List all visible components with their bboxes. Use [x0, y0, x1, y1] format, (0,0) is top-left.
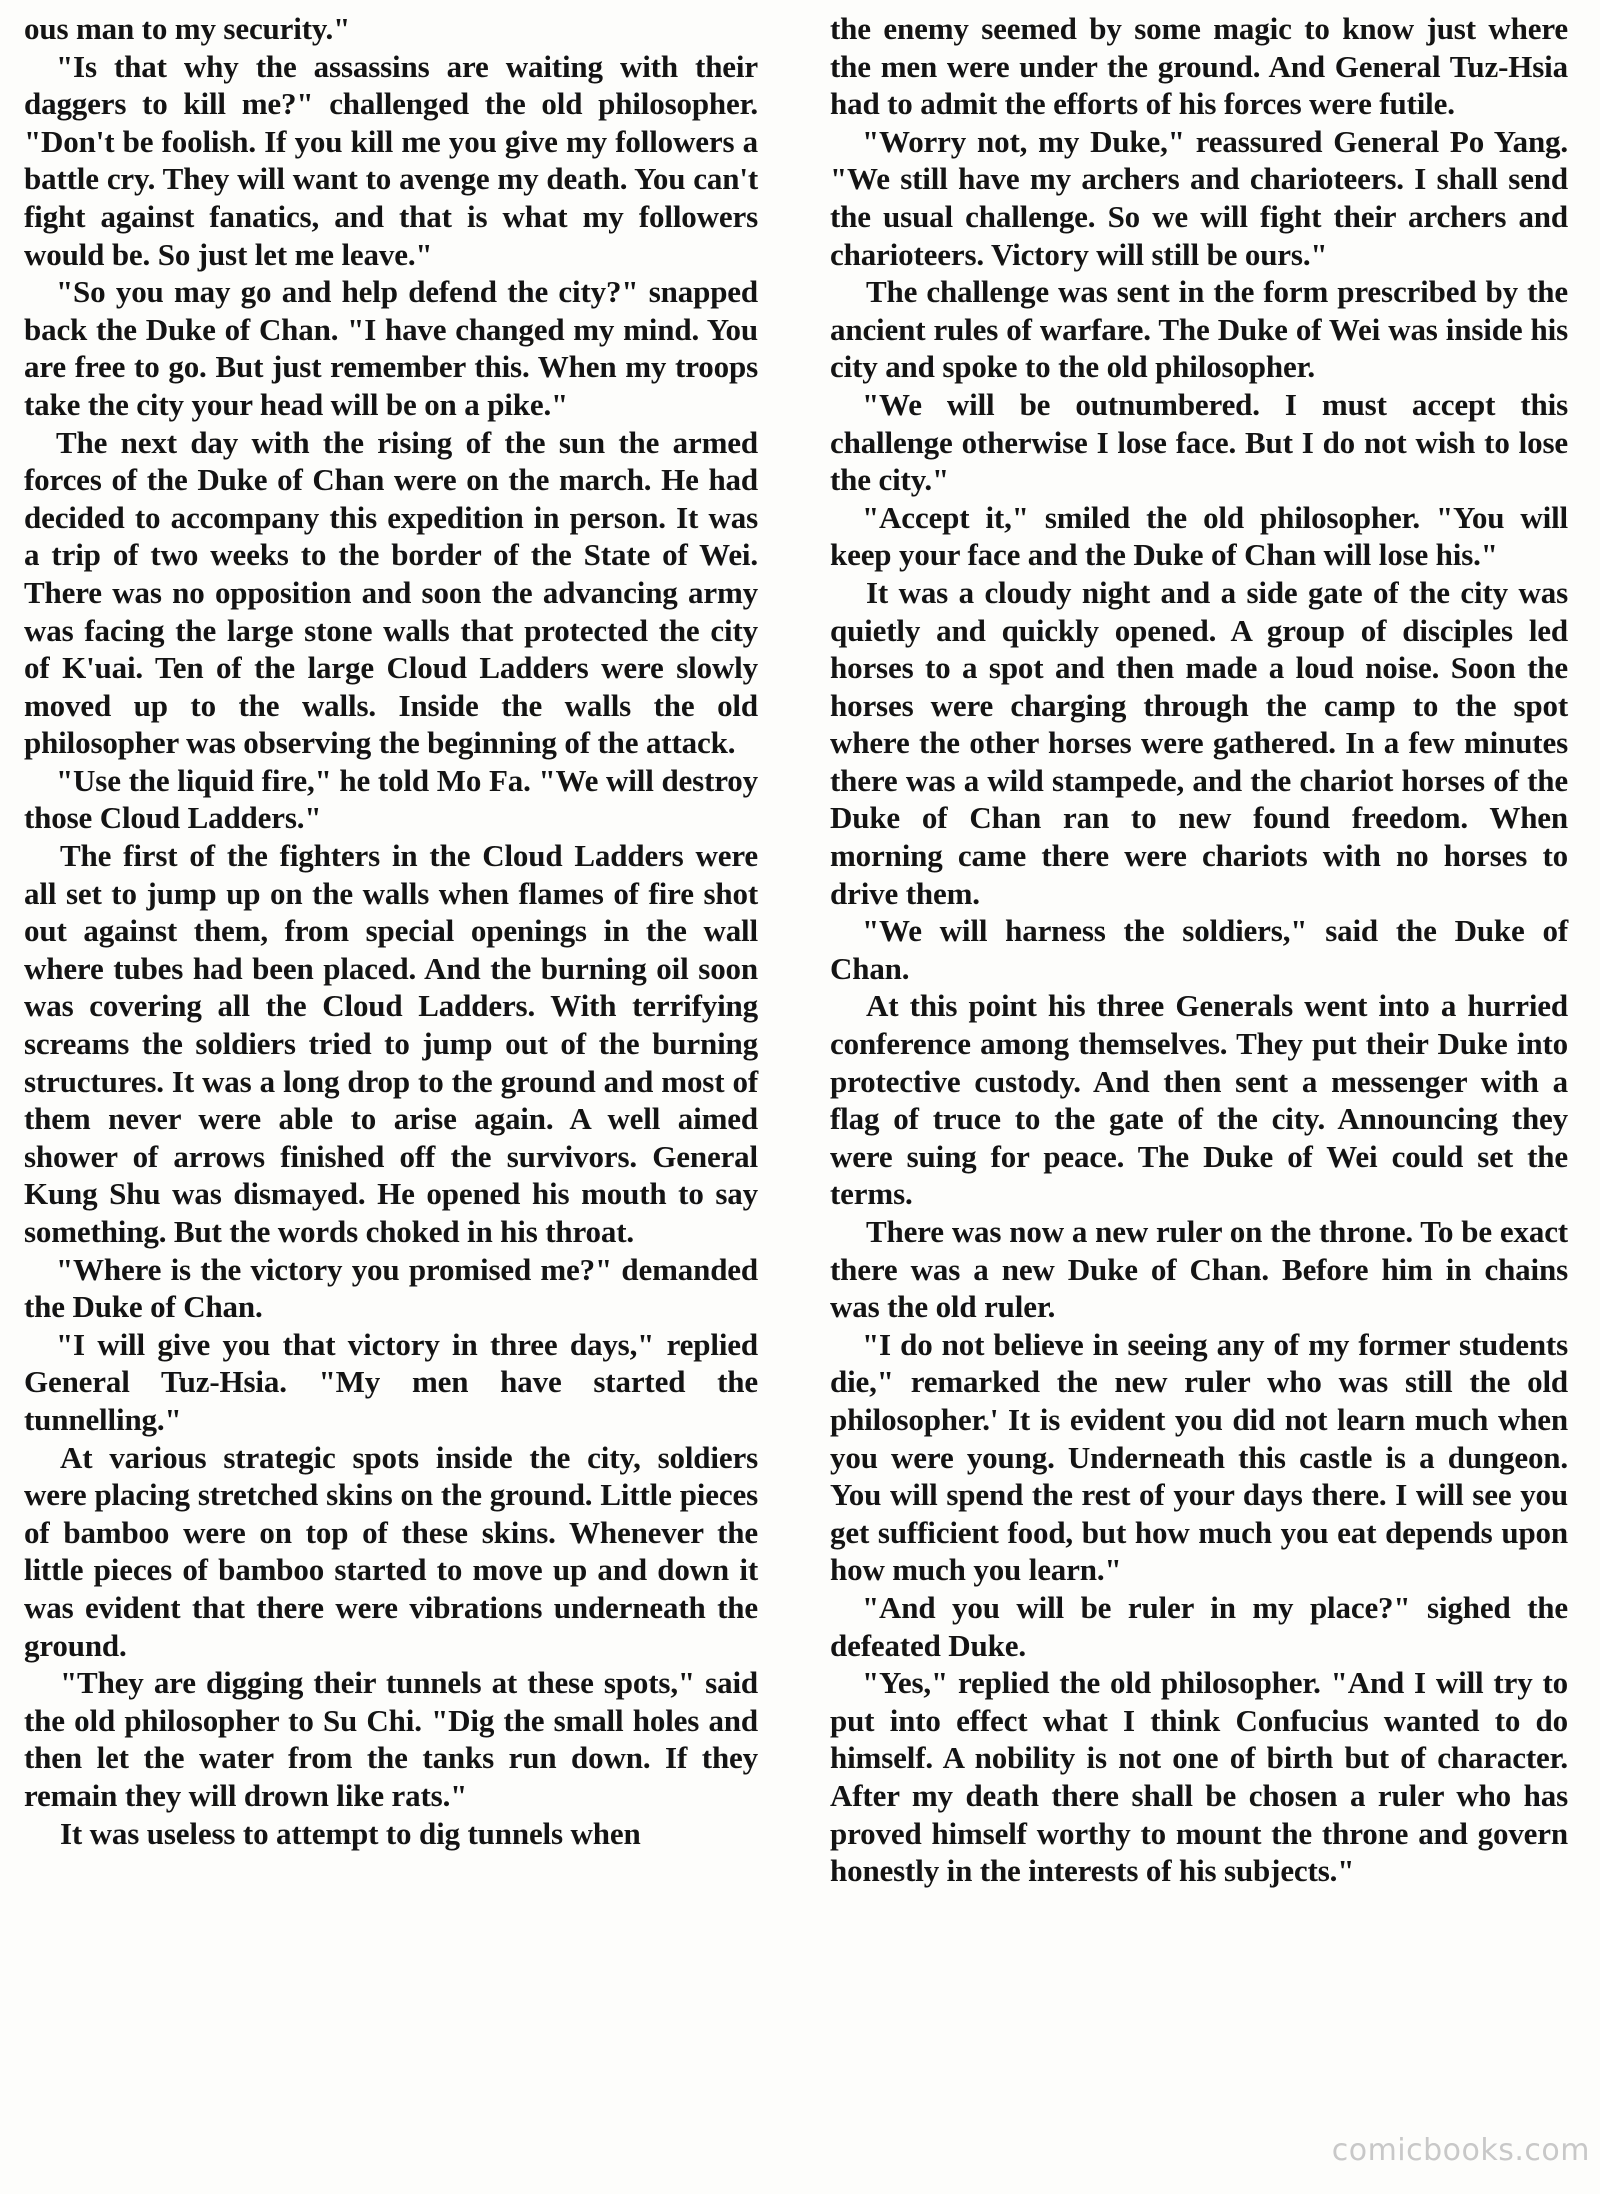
paragraph: "Is that why the assassins are waiting with their daggers to kill me?" challenged the old philosopher. "Don't be foolish. If you kill me you give my followers a battle cry. They will want to avenge my death. You can't fight against fanatics, and that is what my followers would be. So just let me leave."	[24, 48, 758, 272]
paragraph: It was useless to attempt to dig tunnels when	[60, 1815, 641, 1851]
paragraph: "Accept it," smiled the old philosopher. "You will keep your face and the Duke of Chan will lose his."	[830, 499, 1568, 573]
paragraph: The next day with the rising of the sun the armed forces of the Duke of Chan were on the march. He had decided to accompany this expedition in person. It was a trip of two weeks to the border of the State of Wei. There was no opposition and soon the advancing army was facing the large stone walls that protected the city of K'uai. Ten of the large Cloud Ladders were slowly moved up to the walls. Inside the walls the old philosopher was observing the beginning of the attack.	[24, 424, 758, 761]
paragraph: ous man to my security."	[24, 11, 351, 46]
paragraph: "Yes," replied the old philosopher. "And I will try to put into effect what I think Confucius wanted to do himself. A nobility is not one of birth but of character. After my death there shall be chosen a ruler who has proved himself worthy to mount the throne and govern honestly in the interests of his subjects."	[830, 1665, 1568, 1889]
paragraph: the enemy seemed by some magic to know just where the men were under the ground. And General Tuz-Hsia had to admit the efforts of his forces were futile.	[830, 11, 1568, 122]
paragraph: The challenge was sent in the form prescribed by the ancient rules of warfare. The Duke of Wei was inside his city and spoke to the old philosopher.	[830, 274, 1568, 385]
paragraph: "So you may go and help defend the city?" snapped back the Duke of Chan. "I have changed my mind. You are free to go. But just remember this. When my troops take the city your head will be on a pike."	[24, 274, 758, 422]
paragraph: "Use the liquid fire," he told Mo Fa. "We will destroy those Cloud Ladders."	[24, 762, 758, 836]
watermark: comicbooks.com	[1331, 2133, 1590, 2168]
paragraph: It was a cloudy night and a side gate of the city was quietly and quickly opened. A group of disciples led horses to a spot and then made a loud noise. Soon the horses were charging through the camp to the spot where the other horses were gathered. In a few minutes there was a wild stampede, and the chariot horses of the Duke of Chan ran to new found freedom. When morning came there were chariots with no horses to drive them.	[830, 574, 1568, 911]
paragraph: At various strategic spots inside the city, soldiers were placing stretched skins on the ground. Little pieces of bamboo were on top of these skins. Whenever the little pieces of bamboo started to move up and down it was evident that there were vibrations underneath the ground.	[24, 1439, 758, 1663]
column-gutter	[790, 40, 791, 2160]
paragraph: "Worry not, my Duke," reassured General Po Yang. "We still have my archers and charioteers. I shall send the usual challenge. So we will fight their archers and charioteers. Victory will still be ours."	[830, 123, 1568, 272]
paragraph: "We will be outnumbered. I must accept this challenge otherwise I lose face. But I do not wish to lose the city."	[830, 386, 1568, 498]
paragraph: "They are digging their tunnels at these spots," said the old philosopher to Su Chi. "Dig the small holes and then let the water from the tanks run down. If they remain they will drown like rats."	[24, 1665, 758, 1813]
paragraph: "I will give you that victory in three days," replied General Tuz-Hsia. "My men have started the tunnelling."	[24, 1326, 758, 1437]
left-text-column	[24, 10, 758, 1852]
paragraph: "We will harness the soldiers," said the Duke of Chan.	[830, 913, 1568, 986]
paragraph: "And you will be ruler in my place?" sighed the defeated Duke.	[830, 1589, 1568, 1663]
right-text-column	[830, 10, 1568, 1890]
paragraph: "Where is the victory you promised me?" demanded the Duke of Chan.	[24, 1251, 758, 1325]
paragraph: At this point his three Generals went into a hurried conference among themselves. They put their Duke into protective custody. And then sent a messenger with a flag of truce to the gate of the city. Announcing they were suing for peace. The Duke of Wei could set the terms.	[830, 988, 1568, 1212]
paragraph: "I do not believe in seeing any of my former students die," remarked the new ruler who was still the old philosopher.' It is evident you did not learn much when you were young. Underneath this castle is a dungeon. You will spend the rest of your days there. I will see you get sufficient food, but how much you eat depends upon how much you learn."	[830, 1326, 1568, 1588]
paragraph: There was now a new ruler on the throne. To be exact there was a new Duke of Chan. Before him in chains was the old ruler.	[830, 1214, 1568, 1325]
paragraph: The first of the fighters in the Cloud Ladders were all set to jump up on the walls when flames of fire shot out against them, from special openings in the wall where tubes had been placed. And the burning oil soon was covering all the Cloud Ladders. With terrifying screams the soldiers tried to jump out of the burning structures. It was a long drop to the ground and most of them never were able to arise again. A well aimed shower of arrows finished off the survivors. General Kung Shu was dismayed. He opened his mouth to say something. But the words choked in his throat.	[24, 838, 758, 1249]
